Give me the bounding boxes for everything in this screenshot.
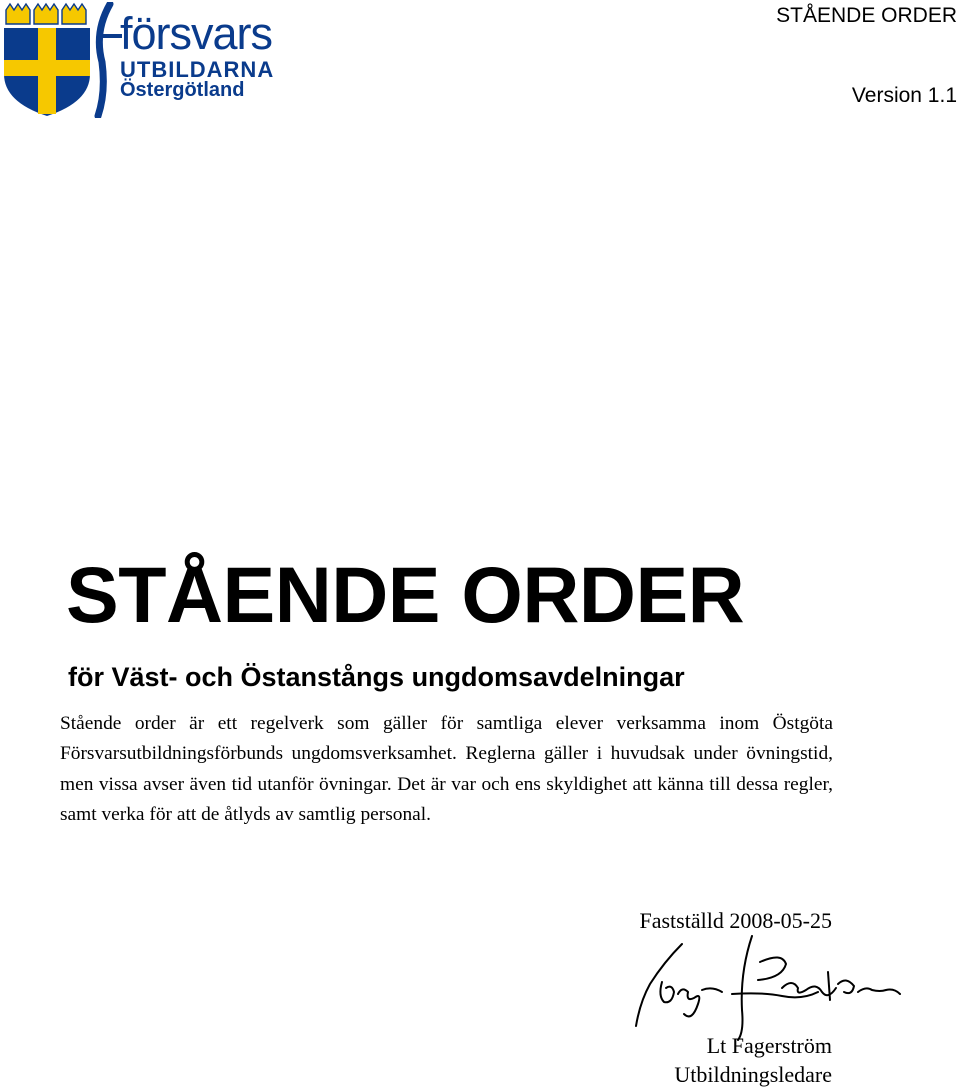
logo-line-region: Östergötland — [120, 79, 245, 101]
logo-wordmark — [120, 8, 275, 101]
header-title: STÅENDE ORDER — [776, 4, 957, 27]
signer-role: Utbildningsledare — [674, 1062, 832, 1087]
signer-name: Lt Fagerström — [706, 1033, 832, 1058]
document-body: Stående order är ett regelverk som gäller för samtliga elever verksamma inom Östgöta Försvarsutbildningsförbunds ungdomsverksamhet. Reglerna gäller i huvudsak under övningstid, men vissa avser även tid utanför övningar. Det är var och ens skyldighet att känna till dessa regler, samt verka för att de åtlyds av samtlig personal. — [60, 713, 833, 825]
crowned-shield-icon — [2, 2, 122, 118]
logo-line-utbildarna: UTBILDARNA — [120, 57, 275, 82]
organisation-logo — [2, 2, 275, 118]
document-subtitle: för Väst- och Östanstångs ungdomsavdelningar — [68, 662, 685, 692]
document-title: STÅENDE ORDER — [66, 550, 745, 639]
logo-brand: försvars — [120, 8, 273, 59]
established-date: Fastställd 2008-05-25 — [639, 908, 832, 933]
header-version: Version 1.1 — [851, 84, 957, 107]
handwritten-signature — [632, 922, 902, 1042]
